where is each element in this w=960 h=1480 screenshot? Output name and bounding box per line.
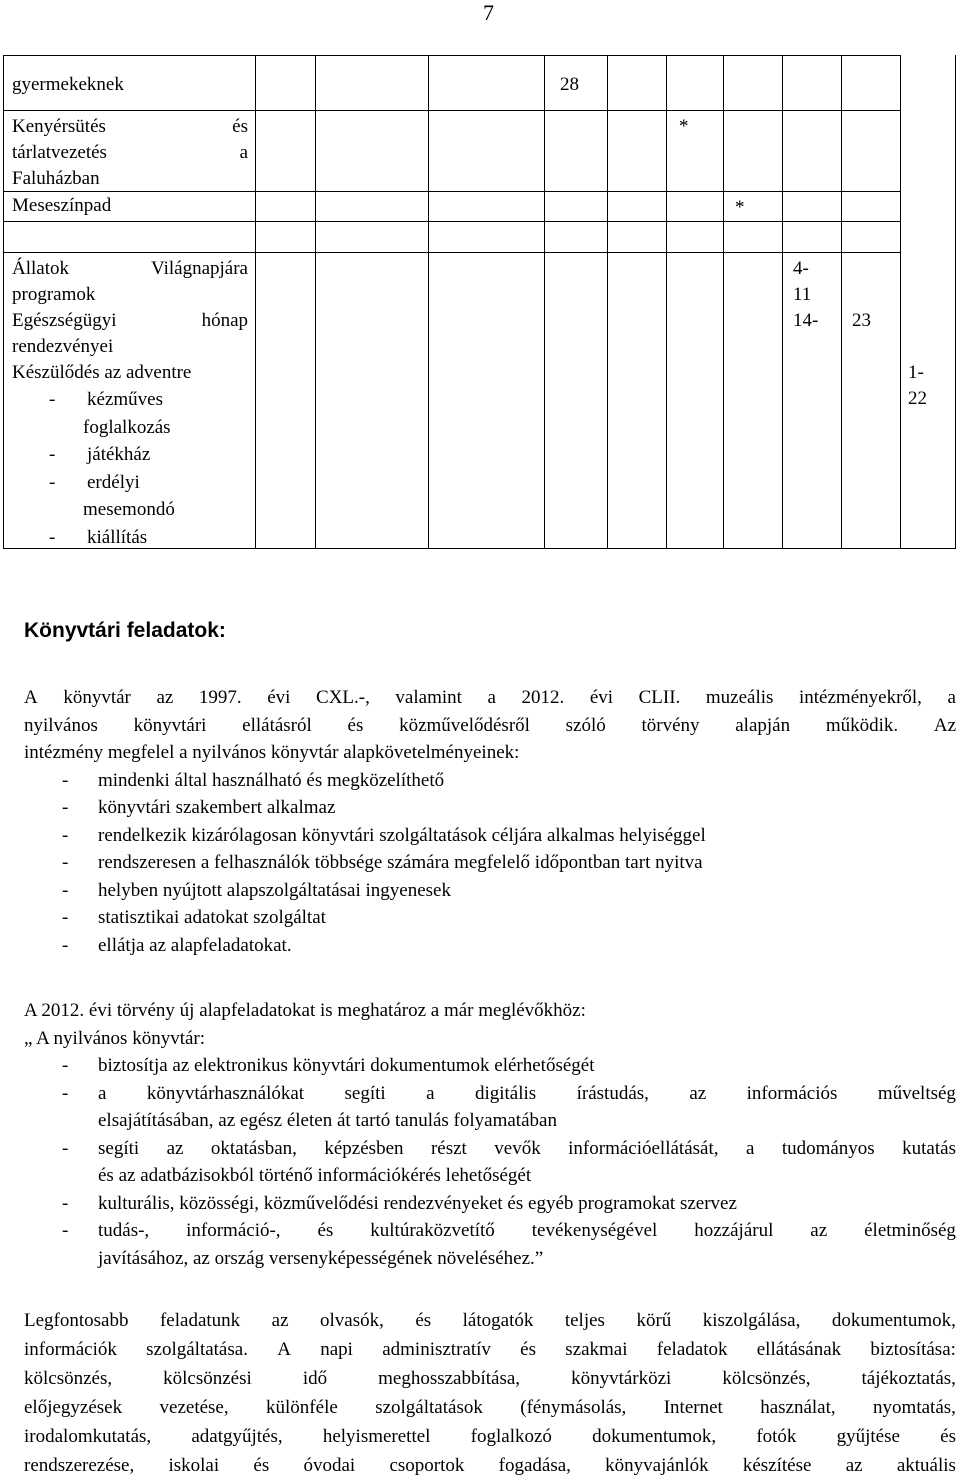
event-name: Faluházban (12, 168, 100, 189)
list-item: - ellátja az alapfeladatokat. (62, 934, 292, 956)
event-name: Készülődés az adventre (12, 362, 192, 383)
list-item: - statisztikai adatokat szolgáltat (62, 907, 326, 928)
justified-line: információk szolgáltatása. A napi adminisztratív és szakmai feladatok ellátásának biztosítása: (24, 1339, 956, 1360)
justified-line: Legfontosabb feladatunk az olvasók, és látogatók teljes körű kiszolgálása, dokumentumok, (24, 1310, 956, 1331)
list-item: - rendszeresen a felhasználók többsége számára megfelelő időpontban tart nyitva (62, 852, 703, 873)
table-row (12, 256, 248, 308)
event-name: hónap (201, 310, 248, 331)
event-name: gyermekeknek (12, 74, 124, 95)
list-item: - helyben nyújtott alapszolgáltatásai ingyenesek (62, 879, 451, 901)
event-name: Kenyérsütés (12, 116, 106, 137)
event-name: Állatok (12, 258, 69, 279)
day-range: 23 (852, 310, 871, 331)
day-cell (793, 256, 811, 308)
list-item: - biztosítja az elektronikus könyvtári dokumentumok elérhetőségét (62, 1055, 595, 1076)
event-name: Meseszínpad (12, 195, 112, 216)
list-item: - mindenki által használható és megközelíthető (62, 769, 445, 791)
text-line: intézmény megfelel a nyilvános könyvtár alapkövetelményeinek: (24, 742, 520, 763)
table-row (12, 308, 248, 360)
table-row (12, 193, 248, 219)
event-name: Világnapjára (151, 258, 248, 279)
list-item: - játékház (49, 444, 151, 465)
justified-line: kölcsönzés, kölcsönzési idő meghosszabbítása, könyvtárközi kölcsönzés, tájékoztatás, (24, 1368, 956, 1389)
justified-line: előjegyzések vezetése, különféle szolgáltatások (fénymásolás, Internet használat, nyomtatás, (24, 1397, 956, 1418)
table-row (12, 114, 248, 192)
event-name: a (239, 142, 248, 163)
day-cell: 28 (560, 74, 579, 95)
event-name: tárlatvezetés (12, 142, 107, 163)
day-range: 11 (793, 284, 812, 305)
list-item: - kulturális, közösségi, közművelődési rendezvényeket és egyéb programokat szervez (62, 1192, 737, 1214)
day-range: 22 (908, 388, 927, 409)
closing-paragraph (24, 1306, 956, 1480)
list-item: - kézműves (49, 389, 163, 410)
list-item: - erdélyi (49, 471, 140, 493)
text-line: A 2012. évi törvény új alapfeladatokat is meghatároz a már meglévőkhöz: (24, 1000, 586, 1021)
day-range: 1- (908, 362, 924, 383)
list-item: - könyvtári szakembert alkalmaz (62, 797, 336, 818)
list-item-cont: foglalkozás (83, 416, 171, 438)
justified-line: rendszerezése, iskolai és óvodai csoportok fogadása, könyvajánlók készítése az aktuális (24, 1455, 956, 1476)
list-item-cont: és az adatbázisokból történő információkérés lehetőségét (98, 1165, 532, 1186)
intro-paragraph (24, 684, 956, 959)
event-name: és (232, 116, 248, 137)
list-item: - rendelkezik kizárólagosan könyvtári szolgáltatások céljára alkalmas helyiséggel (62, 824, 706, 846)
list-item: - tudás-, információ-, és kultúraközvetítő tevékenységével hozzájárul az életminőség (62, 1220, 956, 1241)
list-item: - a könyvtárhasználókat segíti a digitális írástudás, az információs műveltség (62, 1082, 956, 1104)
event-name: Egészségügyi (12, 310, 117, 331)
page-number: 7 (483, 0, 494, 25)
law-2012-paragraph (24, 997, 956, 1272)
text-line: „ A nyilvános könyvtár: (24, 1027, 206, 1049)
day-marker: * (735, 197, 745, 218)
day-marker: * (679, 116, 689, 137)
list-item-cont: elsajátításában, az egész életen át tartó tanulás folyamatában (98, 1110, 557, 1131)
day-cell (908, 360, 927, 412)
list-item-cont: mesemondó (83, 499, 175, 520)
list-item: - kiállítás (49, 526, 148, 548)
table-row (12, 72, 248, 98)
list-item: - segíti az oktatásban, képzésben részt vevők információellátását, a tudományos kutatás (62, 1137, 956, 1159)
event-name: programok (12, 284, 96, 305)
day-range: 14- (793, 310, 819, 331)
justified-line: A könyvtár az 1997. évi CXL.-, valamint a 2012. évi CLII. muzeális intézményekről, a (24, 687, 956, 708)
day-range: 4- (793, 258, 809, 279)
table-row (12, 360, 248, 551)
event-name: rendezvényei (12, 336, 114, 357)
list-item-cont: javításához, az ország versenyképességének növeléséhez.” (98, 1247, 544, 1269)
event-calendar-table (3, 55, 956, 549)
section-title: Könyvtári feladatok: (24, 619, 226, 642)
justified-line: nyilvános könyvtári ellátásról és közművelődésről szóló törvény alapján működik. Az (24, 714, 956, 736)
justified-line: irodalomkutatás, adatgyűjtés, helyismerettel foglalkozó dokumentumok, fotók gyűjtése és (24, 1426, 956, 1447)
